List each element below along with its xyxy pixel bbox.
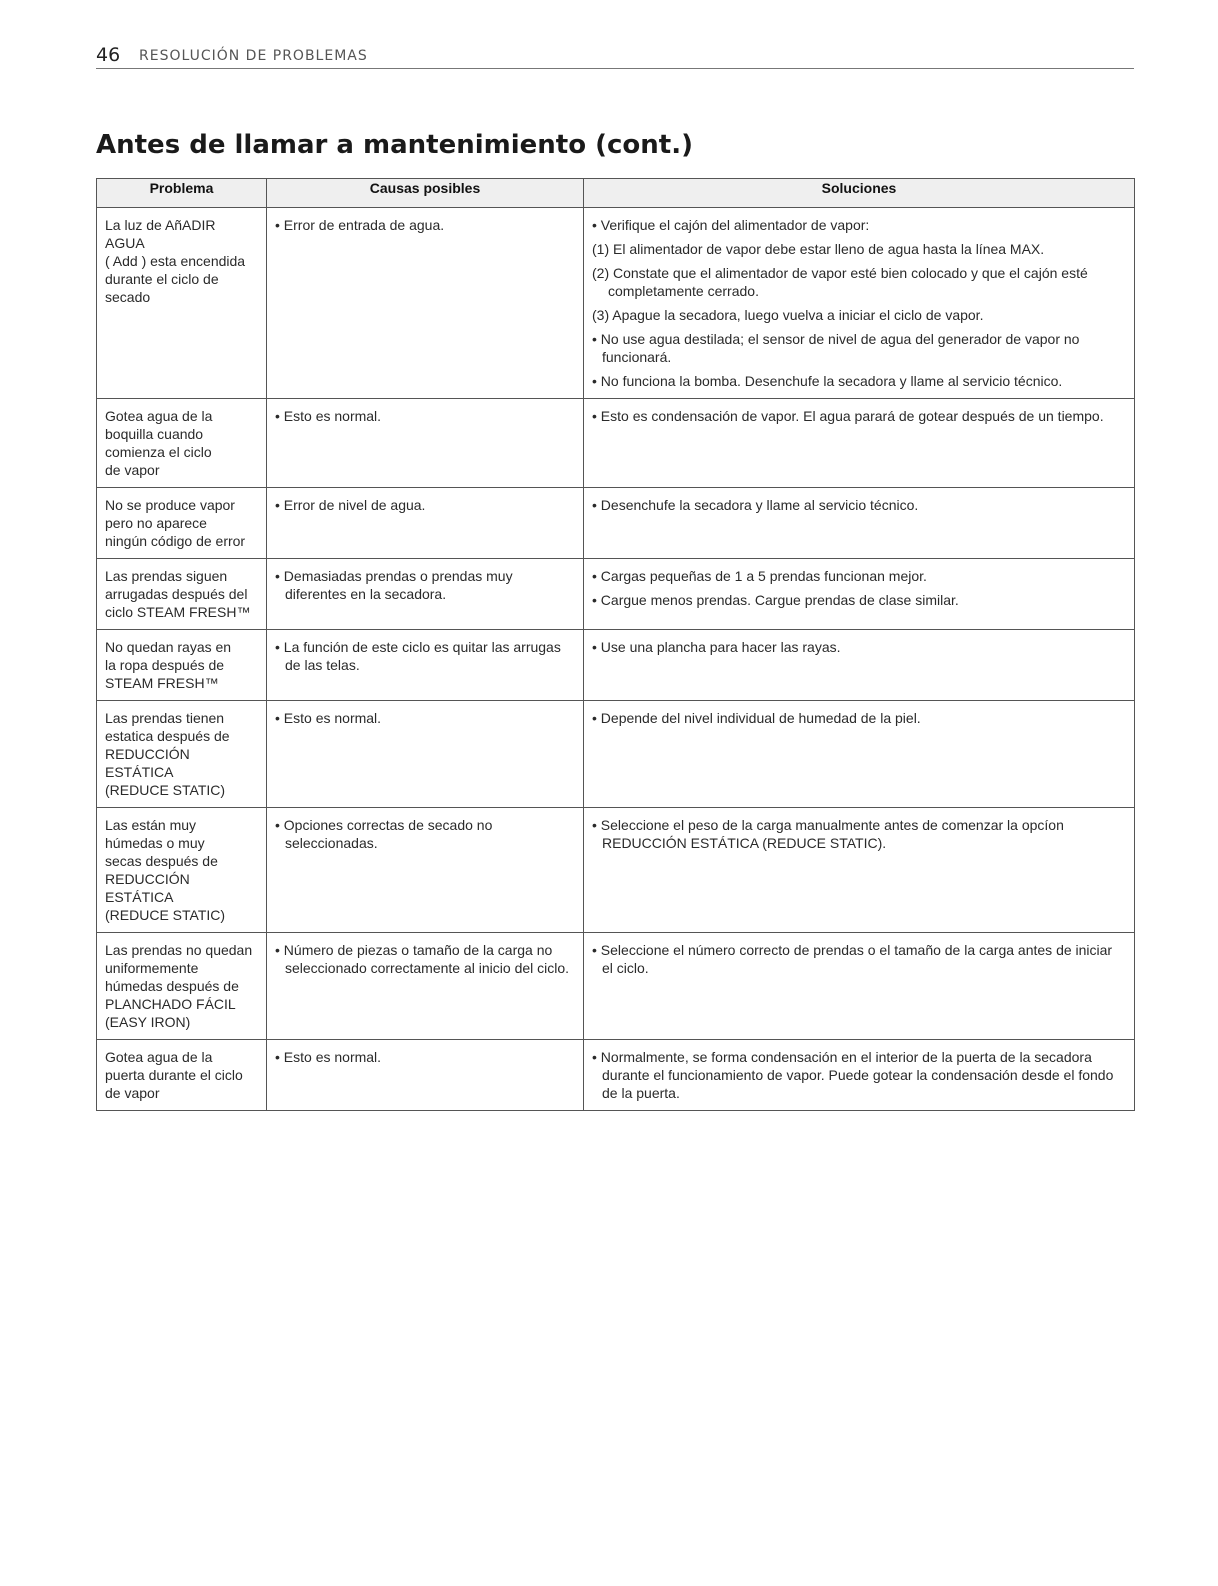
problem-text-line: Las están muy [105, 817, 197, 833]
problem-cell [97, 808, 267, 933]
cause-item: • Esto es normal. [275, 407, 575, 425]
problem-text-line: Las prendas no quedan [105, 942, 253, 958]
problem-text-line: de vapor [105, 462, 160, 478]
column-header-causes: Causas posibles [267, 179, 584, 208]
solution-cell [584, 630, 1135, 701]
problem-text-line: ( Add ) esta encendida [105, 253, 246, 269]
solution-cell [584, 488, 1135, 559]
solution-item: • Verifique el cajón del alimentador de vapor: [592, 216, 1126, 234]
cause-cell [267, 559, 584, 630]
cause-cell [267, 488, 584, 559]
cause-item: • Error de nivel de agua. [275, 496, 575, 514]
problem-text-line: Las prendas siguen [105, 568, 228, 584]
problem-text-line: húmedas después de [105, 978, 239, 994]
section-label: RESOLUCIÓN DE PROBLEMAS [139, 48, 368, 64]
problem-text-line: Las prendas tienen [105, 710, 225, 726]
solution-item: • Seleccione el peso de la carga manualmente antes de comenzar la opcíon REDUCCIÓN ESTÁTICA (REDUCE STATIC). [592, 816, 1126, 852]
problem-text-line: REDUCCIÓN ESTÁTICA [105, 746, 190, 780]
cause-item: • Opciones correctas de secado no seleccionadas. [275, 816, 575, 852]
cause-item: • Demasiadas prendas o prendas muy diferentes en la secadora. [275, 567, 575, 603]
solution-step: (3) Apague la secadora, luego vuelva a iniciar el ciclo de vapor. [592, 307, 984, 323]
problem-text-line: estatica después de [105, 728, 230, 744]
cause-item: • Esto es normal. [275, 1048, 575, 1066]
problem-cell [97, 559, 267, 630]
column-header-problem: Problema [97, 179, 267, 208]
cause-cell [267, 933, 584, 1040]
solution-cell [584, 701, 1135, 808]
problem-text-line: (REDUCE STATIC) [105, 907, 226, 923]
problem-text-line: durante el ciclo de [105, 271, 219, 287]
solution-item: • Desenchufe la secadora y llame al servicio técnico. [592, 496, 1126, 514]
solution-item: • No funciona la bomba. Desenchufe la secadora y llame al servicio técnico. [592, 372, 1126, 390]
solution-item: • Depende del nivel individual de humedad de la piel. [592, 709, 1126, 727]
page-title: Antes de llamar a mantenimiento (cont.) [96, 130, 693, 160]
cause-cell [267, 1040, 584, 1111]
problem-text-line: ciclo STEAM FRESH™ [105, 604, 251, 620]
problem-text-line: No se produce vapor [105, 497, 235, 513]
page-number: 46 [96, 44, 121, 66]
solution-cell [584, 933, 1135, 1040]
cause-item: • Esto es normal. [275, 709, 575, 727]
problem-text-line: uniformemente [105, 960, 199, 976]
problem-cell [97, 1040, 267, 1111]
solution-step: (1) El alimentador de vapor debe estar lleno de agua hasta la línea MAX. [592, 241, 1045, 257]
problem-cell [97, 399, 267, 488]
problem-cell [97, 630, 267, 701]
problem-text-line: Gotea agua de la [105, 1049, 213, 1065]
solution-item: • Use una plancha para hacer las rayas. [592, 638, 1126, 656]
problem-text-line: comienza el ciclo [105, 444, 212, 460]
table-row [97, 208, 1135, 399]
cause-item: • Número de piezas o tamaño de la carga no seleccionado correctamente al inicio del ciclo. [275, 941, 575, 977]
problem-text-line: ningún código de error [105, 533, 246, 549]
problem-text-line: (EASY IRON) [105, 1014, 191, 1030]
column-header-solutions: Soluciones [584, 179, 1135, 208]
solution-item: • Cargue menos prendas. Cargue prendas de clase similar. [592, 591, 1126, 609]
solution-cell [584, 559, 1135, 630]
table-header-row [97, 179, 1135, 208]
problem-text-line: puerta durante el ciclo [105, 1067, 243, 1083]
problem-text-line: Gotea agua de la [105, 408, 213, 424]
table-body [97, 208, 1135, 1111]
problem-text-line: pero no aparece [105, 515, 207, 531]
solution-cell [584, 1040, 1135, 1111]
problem-text-line: (REDUCE STATIC) [105, 782, 226, 798]
solution-cell [584, 808, 1135, 933]
table-row [97, 808, 1135, 933]
troubleshooting-table [96, 178, 1135, 1111]
table-row [97, 933, 1135, 1040]
solution-item: • Normalmente, se forma condensación en el interior de la puerta de la secadora durante el funcionamiento de vapor. Puede gotear la condensación desde el fondo de la puerta. [592, 1048, 1126, 1102]
cause-cell [267, 701, 584, 808]
cause-cell [267, 808, 584, 933]
solution-item: • No use agua destilada; el sensor de nivel de agua del generador de vapor no funcionará. [592, 330, 1126, 366]
problem-text-line: REDUCCIÓN ESTÁTICA [105, 871, 190, 905]
solution-step: (2) Constate que el alimentador de vapor esté bien colocado y que el cajón esté completamente cerrado. [592, 265, 1088, 299]
cause-item: • La función de este ciclo es quitar las arrugas de las telas. [275, 638, 575, 674]
table-row [97, 399, 1135, 488]
solution-cell [584, 399, 1135, 488]
cause-cell [267, 630, 584, 701]
problem-cell [97, 208, 267, 399]
problem-text-line: La luz de AñADIR AGUA [105, 217, 216, 251]
cause-cell [267, 208, 584, 399]
problem-text-line: arrugadas después del [105, 586, 248, 602]
table-row [97, 559, 1135, 630]
table-row [97, 1040, 1135, 1111]
page-header [96, 44, 1134, 69]
problem-text-line: de vapor [105, 1085, 160, 1101]
table-row [97, 701, 1135, 808]
table-row [97, 488, 1135, 559]
problem-text-line: boquilla cuando [105, 426, 204, 442]
cause-cell [267, 399, 584, 488]
problem-cell [97, 488, 267, 559]
problem-text-line: PLANCHADO FÁCIL [105, 996, 236, 1012]
problem-cell [97, 701, 267, 808]
cause-item: • Error de entrada de agua. [275, 216, 575, 234]
problem-cell [97, 933, 267, 1040]
table-row [97, 630, 1135, 701]
solution-item: • Esto es condensación de vapor. El agua parará de gotear después de un tiempo. [592, 407, 1126, 425]
problem-text-line: secado [105, 289, 151, 305]
solution-item: • Seleccione el número correcto de prendas o el tamaño de la carga antes de iniciar el ciclo. [592, 941, 1126, 977]
problem-text-line: STEAM FRESH™ [105, 675, 219, 691]
problem-text-line: húmedas o muy [105, 835, 205, 851]
solution-item: • Cargas pequeñas de 1 a 5 prendas funcionan mejor. [592, 567, 1126, 585]
problem-text-line: secas después de [105, 853, 218, 869]
problem-text-line: la ropa después de [105, 657, 225, 673]
problem-text-line: No quedan rayas en [105, 639, 232, 655]
solution-cell [584, 208, 1135, 399]
